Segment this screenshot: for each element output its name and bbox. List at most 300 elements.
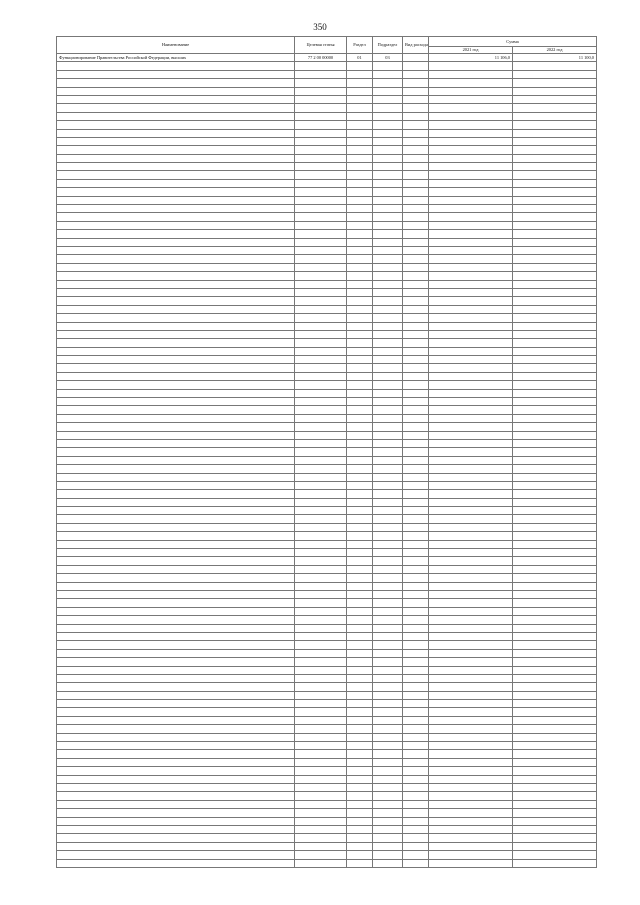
table-cell	[347, 104, 373, 112]
table-cell	[403, 280, 429, 288]
table-cell	[513, 205, 597, 213]
budget-table	[56, 36, 596, 868]
table-cell	[57, 121, 295, 129]
table-cell	[347, 406, 373, 414]
table-cell	[347, 255, 373, 263]
table-cell	[373, 330, 403, 338]
table-cell	[373, 716, 403, 724]
table-row	[57, 389, 597, 397]
table-cell	[57, 431, 295, 439]
table-cell	[429, 406, 513, 414]
table-cell	[429, 381, 513, 389]
table-cell	[403, 540, 429, 548]
table-cell	[403, 146, 429, 154]
table-cell	[513, 725, 597, 733]
table-cell	[513, 230, 597, 238]
table-row	[57, 591, 597, 599]
table-cell	[429, 851, 513, 859]
header-expense-type: Вид расхода	[403, 37, 429, 54]
table-cell	[403, 809, 429, 817]
table-cell	[347, 792, 373, 800]
table-row	[57, 775, 597, 783]
table-cell	[403, 255, 429, 263]
table-cell	[347, 809, 373, 817]
table-cell	[347, 565, 373, 573]
table-row	[57, 414, 597, 422]
table-cell	[295, 674, 347, 682]
table-cell	[373, 599, 403, 607]
table-cell	[513, 171, 597, 179]
table-cell	[513, 792, 597, 800]
table-cell	[57, 406, 295, 414]
table-cell	[373, 498, 403, 506]
table-cell	[57, 146, 295, 154]
table-cell	[403, 70, 429, 78]
table-cell	[57, 381, 295, 389]
table-cell	[295, 280, 347, 288]
table-cell	[429, 146, 513, 154]
table-cell	[429, 834, 513, 842]
table-cell	[429, 137, 513, 145]
table-row	[57, 79, 597, 87]
table-cell	[295, 112, 347, 120]
table-cell	[347, 330, 373, 338]
page-number: 350	[313, 22, 327, 32]
table-cell	[373, 280, 403, 288]
table-cell	[57, 490, 295, 498]
table-cell	[57, 825, 295, 833]
table-cell	[429, 565, 513, 573]
table-cell	[513, 783, 597, 791]
table-cell	[57, 137, 295, 145]
table-cell	[373, 406, 403, 414]
table-cell	[347, 716, 373, 724]
table-cell	[373, 532, 403, 540]
table-cell	[513, 238, 597, 246]
table-cell	[403, 389, 429, 397]
table-cell	[429, 70, 513, 78]
table-row	[57, 314, 597, 322]
table-cell	[295, 314, 347, 322]
table-row	[57, 825, 597, 833]
table-cell	[513, 372, 597, 380]
table-cell	[373, 574, 403, 582]
table-cell	[295, 137, 347, 145]
table-cell	[295, 549, 347, 557]
table-cell	[403, 137, 429, 145]
table-cell	[403, 263, 429, 271]
table-cell	[403, 767, 429, 775]
table-row	[57, 515, 597, 523]
table-cell	[295, 230, 347, 238]
table-cell	[403, 700, 429, 708]
table-cell	[295, 632, 347, 640]
table-cell	[429, 507, 513, 515]
table-cell	[513, 347, 597, 355]
table-cell	[57, 188, 295, 196]
table-cell	[57, 439, 295, 447]
table-cell	[373, 683, 403, 691]
table-cell	[513, 523, 597, 531]
table-cell	[513, 255, 597, 263]
table-cell	[57, 767, 295, 775]
table-cell	[513, 473, 597, 481]
table-cell	[513, 767, 597, 775]
table-cell	[295, 439, 347, 447]
table-cell	[347, 356, 373, 364]
table-cell	[429, 104, 513, 112]
table-cell	[295, 691, 347, 699]
table-cell	[513, 716, 597, 724]
table-cell	[429, 825, 513, 833]
row-section: 01	[347, 54, 373, 62]
table-cell	[403, 708, 429, 716]
table-row	[57, 851, 597, 859]
table-cell	[403, 213, 429, 221]
table-cell	[373, 515, 403, 523]
table-cell	[513, 322, 597, 330]
table-cell	[513, 582, 597, 590]
table-cell	[373, 372, 403, 380]
table-cell	[403, 800, 429, 808]
table-cell	[347, 154, 373, 162]
table-cell	[403, 179, 429, 187]
table-cell	[429, 591, 513, 599]
table-cell	[513, 330, 597, 338]
table-cell	[373, 246, 403, 254]
table-cell	[347, 540, 373, 548]
table-cell	[403, 649, 429, 657]
table-cell	[373, 112, 403, 120]
table-cell	[513, 305, 597, 313]
table-cell	[57, 557, 295, 565]
table-cell	[513, 574, 597, 582]
table-row	[57, 481, 597, 489]
table-cell	[373, 624, 403, 632]
table-cell	[57, 154, 295, 162]
table-cell	[347, 79, 373, 87]
table-row	[57, 238, 597, 246]
table-cell	[403, 859, 429, 867]
table-cell	[57, 112, 295, 120]
table-cell	[513, 104, 597, 112]
table-cell	[513, 674, 597, 682]
table-cell	[373, 104, 403, 112]
table-cell	[513, 540, 597, 548]
table-row	[57, 423, 597, 431]
table-cell	[513, 179, 597, 187]
table-cell	[429, 263, 513, 271]
table-row	[57, 129, 597, 137]
table-cell	[513, 809, 597, 817]
table-cell	[295, 456, 347, 464]
table-row	[57, 859, 597, 867]
table-cell	[513, 129, 597, 137]
table-cell	[429, 859, 513, 867]
table-row	[57, 398, 597, 406]
table-cell	[373, 62, 403, 70]
table-row	[57, 649, 597, 657]
table-cell	[347, 129, 373, 137]
table-cell	[373, 641, 403, 649]
table-cell	[295, 800, 347, 808]
table-cell	[513, 95, 597, 103]
table-cell	[347, 205, 373, 213]
table-cell	[373, 171, 403, 179]
table-cell	[373, 398, 403, 406]
table-cell	[513, 414, 597, 422]
table-row	[57, 104, 597, 112]
table-cell	[347, 725, 373, 733]
table-cell	[347, 851, 373, 859]
table-cell	[347, 439, 373, 447]
table-row	[57, 54, 597, 62]
table-cell	[373, 456, 403, 464]
table-cell	[57, 246, 295, 254]
table-cell	[513, 641, 597, 649]
table-cell	[373, 238, 403, 246]
table-cell	[57, 280, 295, 288]
table-cell	[295, 95, 347, 103]
table-cell	[347, 213, 373, 221]
table-row	[57, 842, 597, 850]
table-cell	[295, 154, 347, 162]
table-cell	[347, 121, 373, 129]
table-cell	[347, 775, 373, 783]
table-cell	[57, 255, 295, 263]
table-cell	[373, 582, 403, 590]
table-cell	[513, 817, 597, 825]
table-cell	[429, 557, 513, 565]
table-cell	[57, 565, 295, 573]
table-cell	[347, 322, 373, 330]
table-cell	[57, 314, 295, 322]
table-row	[57, 666, 597, 674]
table-cell	[403, 230, 429, 238]
table-cell	[295, 171, 347, 179]
table-cell	[429, 238, 513, 246]
table-cell	[373, 423, 403, 431]
table-cell	[57, 632, 295, 640]
table-cell	[403, 532, 429, 540]
table-cell	[373, 767, 403, 775]
table-cell	[373, 809, 403, 817]
table-row	[57, 473, 597, 481]
table-cell	[295, 263, 347, 271]
table-row	[57, 523, 597, 531]
table-cell	[403, 62, 429, 70]
table-cell	[429, 582, 513, 590]
table-cell	[57, 221, 295, 229]
row-subsection: 03	[373, 54, 403, 62]
table-cell	[373, 87, 403, 95]
table-cell	[429, 758, 513, 766]
table-row	[57, 154, 597, 162]
table-cell	[295, 683, 347, 691]
table-cell	[295, 305, 347, 313]
table-cell	[347, 674, 373, 682]
table-cell	[295, 792, 347, 800]
table-row	[57, 431, 597, 439]
table-cell	[347, 599, 373, 607]
table-cell	[429, 481, 513, 489]
table-cell	[347, 800, 373, 808]
table-row	[57, 255, 597, 263]
table-cell	[295, 62, 347, 70]
table-cell	[403, 498, 429, 506]
table-cell	[429, 750, 513, 758]
table-cell	[403, 272, 429, 280]
table-cell	[295, 288, 347, 296]
table-cell	[373, 649, 403, 657]
table-row	[57, 582, 597, 590]
table-cell	[513, 515, 597, 523]
table-cell	[403, 515, 429, 523]
table-cell	[513, 423, 597, 431]
table-cell	[347, 137, 373, 145]
table-cell	[429, 683, 513, 691]
table-cell	[295, 238, 347, 246]
table-row	[57, 364, 597, 372]
table-cell	[403, 314, 429, 322]
table-cell	[513, 137, 597, 145]
table-row	[57, 280, 597, 288]
table-cell	[403, 783, 429, 791]
table-row	[57, 834, 597, 842]
table-cell	[347, 750, 373, 758]
table-cell	[373, 540, 403, 548]
table-cell	[347, 347, 373, 355]
table-cell	[295, 364, 347, 372]
table-cell	[57, 775, 295, 783]
table-cell	[373, 314, 403, 322]
table-cell	[373, 481, 403, 489]
table-cell	[57, 398, 295, 406]
table-cell	[295, 406, 347, 414]
table-cell	[403, 356, 429, 364]
table-cell	[429, 314, 513, 322]
table-cell	[373, 842, 403, 850]
table-cell	[403, 658, 429, 666]
header-year-2022: 2022 год	[513, 47, 597, 54]
table-cell	[429, 205, 513, 213]
table-row	[57, 624, 597, 632]
table-cell	[403, 121, 429, 129]
table-cell	[347, 481, 373, 489]
table-cell	[295, 641, 347, 649]
table-cell	[295, 599, 347, 607]
table-cell	[295, 825, 347, 833]
table-row	[57, 221, 597, 229]
table-cell	[429, 188, 513, 196]
table-row	[57, 683, 597, 691]
table-cell	[403, 733, 429, 741]
table-row	[57, 330, 597, 338]
table-cell	[373, 297, 403, 305]
table-cell	[429, 658, 513, 666]
table-cell	[295, 733, 347, 741]
table-cell	[403, 632, 429, 640]
table-row	[57, 809, 597, 817]
table-row	[57, 498, 597, 506]
table-cell	[513, 196, 597, 204]
table-row	[57, 95, 597, 103]
row-target: 77 2 00 00000	[295, 54, 347, 62]
table-cell	[403, 742, 429, 750]
table-row	[57, 372, 597, 380]
row-expense-type	[403, 54, 429, 62]
table-cell	[295, 532, 347, 540]
table-cell	[429, 733, 513, 741]
table-row	[57, 246, 597, 254]
table-cell	[347, 742, 373, 750]
table-cell	[403, 490, 429, 498]
table-row	[57, 272, 597, 280]
table-cell	[57, 674, 295, 682]
table-cell	[347, 666, 373, 674]
table-cell	[513, 297, 597, 305]
table-row	[57, 674, 597, 682]
table-cell	[295, 339, 347, 347]
table-cell	[373, 632, 403, 640]
table-cell	[373, 356, 403, 364]
table-cell	[295, 196, 347, 204]
table-cell	[513, 649, 597, 657]
table-cell	[347, 456, 373, 464]
table-cell	[403, 591, 429, 599]
table-cell	[295, 121, 347, 129]
table-cell	[57, 507, 295, 515]
table-cell	[513, 448, 597, 456]
table-cell	[403, 716, 429, 724]
table-cell	[347, 339, 373, 347]
table-cell	[513, 708, 597, 716]
table-cell	[429, 280, 513, 288]
table-cell	[347, 414, 373, 422]
table-cell	[295, 70, 347, 78]
table-cell	[373, 742, 403, 750]
table-cell	[513, 498, 597, 506]
table-cell	[373, 523, 403, 531]
table-cell	[295, 708, 347, 716]
table-row	[57, 758, 597, 766]
table-cell	[347, 641, 373, 649]
table-cell	[429, 196, 513, 204]
table-cell	[513, 557, 597, 565]
table-cell	[295, 272, 347, 280]
table-row	[57, 456, 597, 464]
table-row	[57, 263, 597, 271]
table-cell	[373, 381, 403, 389]
table-row	[57, 532, 597, 540]
table-cell	[57, 196, 295, 204]
table-row	[57, 574, 597, 582]
table-cell	[347, 188, 373, 196]
table-cell	[347, 758, 373, 766]
table-row	[57, 87, 597, 95]
table-cell	[429, 163, 513, 171]
table-cell	[429, 347, 513, 355]
table-cell	[429, 297, 513, 305]
table-cell	[57, 540, 295, 548]
table-cell	[513, 221, 597, 229]
table-cell	[57, 297, 295, 305]
table-cell	[57, 607, 295, 615]
table-cell	[347, 263, 373, 271]
table-cell	[295, 431, 347, 439]
table-cell	[513, 288, 597, 296]
table-cell	[347, 431, 373, 439]
